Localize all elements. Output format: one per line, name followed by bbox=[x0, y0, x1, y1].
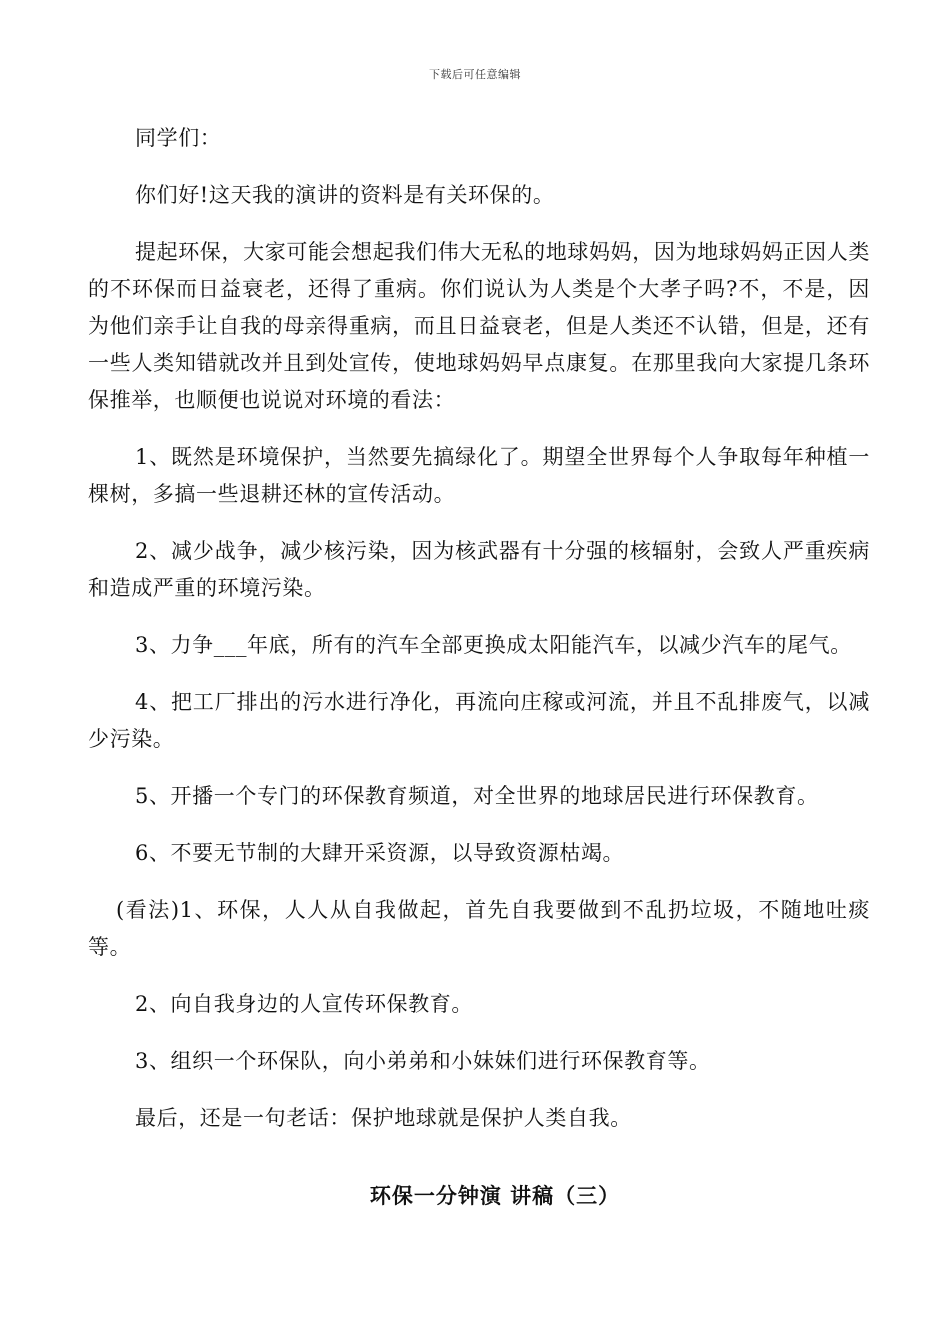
closing-paragraph: 最后，还是一句老话：保护地球就是保护人类自我。 bbox=[135, 1106, 632, 1130]
suggestion-item-5: 5、开播一个专门的环保教育频道，对全世界的地球居民进行环保教育。 bbox=[135, 784, 819, 808]
opinion-item-2: 2、向自我身边的人宣传环保教育。 bbox=[135, 992, 473, 1016]
suggestion-item-3: 3、力争___年底，所有的汽车全部更换成太阳能汽车，以减少汽车的尾气。 bbox=[135, 633, 852, 657]
greeting-paragraph: 同学们： bbox=[135, 126, 222, 150]
body-paragraph: 提起环保，大家可能会想起我们伟大无私的地球妈妈，因为地球妈妈正因人类的不环保而日益衰老，还得了重病。你们说认为人类是个大孝子吗?不，不是，因为他们亲手让自我的母亲得重病，而且日益衰老，但是人类还不认错，但是，还有一些人类知错就改并且到处宣传，使地球妈妈早点康复。在那里我向大家提几条环保推举，也顺便也说说对环境的看法： bbox=[88, 240, 870, 412]
suggestion-item-2: 2、减少战争，减少核污染，因为核武器有十分强的核辐射，会致人严重疾病和造成严重的环境污染。 bbox=[88, 539, 870, 600]
header-note: 下载后可任意编辑 bbox=[429, 68, 521, 81]
suggestion-item-1: 1、既然是环境保护，当然要先搞绿化了。期望全世界每个人争取每年种植一棵树，多搞一些退耕还林的宣传活动。 bbox=[88, 445, 870, 506]
suggestion-item-6: 6、不要无节制的大肆开采资源，以导致资源枯竭。 bbox=[135, 841, 625, 865]
opinion-item-1: (看法)1、环保，人人从自我做起，首先自我要做到不乱扔垃圾，不随地吐痰等。 bbox=[88, 898, 870, 959]
opinion-item-3: 3、组织一个环保队，向小弟弟和小妹妹们进行环保教育等。 bbox=[135, 1049, 711, 1073]
suggestion-item-4: 4、把工厂排出的污水进行净化，再流向庄稼或河流，并且不乱排废气，以减少污染。 bbox=[88, 690, 870, 751]
section-title: 环保一分钟演 讲稿（三） bbox=[369, 1183, 621, 1208]
document-body bbox=[88, 120, 870, 1157]
intro-paragraph: 你们好!这天我的演讲的资料是有关环保的。 bbox=[135, 183, 555, 207]
